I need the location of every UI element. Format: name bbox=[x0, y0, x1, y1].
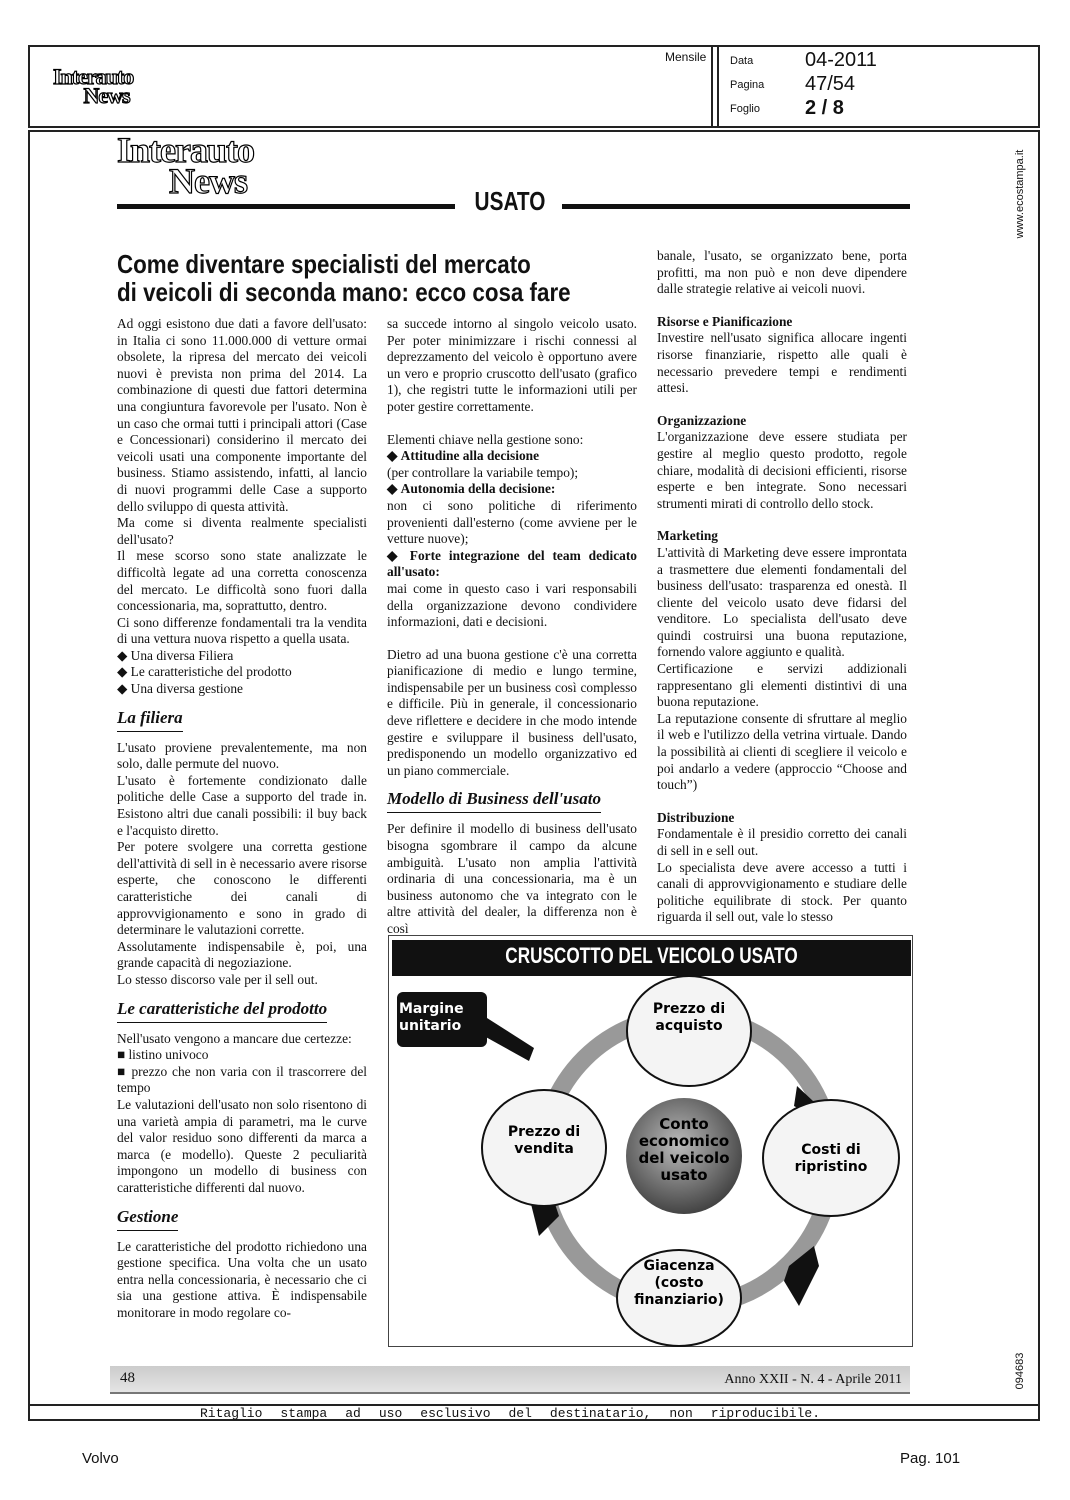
bullet-item: ◆ Una diversa gestione bbox=[117, 681, 367, 698]
issue-info: Anno XXII - N. 4 - Aprile 2011 bbox=[724, 1372, 902, 1387]
label-right: Costi di ripristino bbox=[794, 1142, 868, 1175]
paragraph: Ma come si diventa realmente specialisti dell'usato? bbox=[117, 515, 367, 547]
spacer bbox=[657, 298, 907, 314]
section-rule-left bbox=[117, 204, 455, 209]
header-logo bbox=[53, 64, 134, 108]
logo-line-1: Interauto bbox=[53, 64, 134, 89]
dashboard-diagram bbox=[388, 935, 913, 1347]
arrow-margin-icon bbox=[484, 1018, 534, 1061]
bullet-item: ◆ Una diversa Filiera bbox=[117, 648, 367, 665]
subheading: Le caratteristiche del prodotto bbox=[117, 999, 327, 1023]
paragraph: mai come in questo caso i vari responsabili della organizzazione devono condividere informazioni, dati e decisioni. bbox=[387, 580, 637, 630]
paragraph: L'attività di Marketing deve essere improntata a trasmettere due elementi fondamentali del business dell'usato: trasparenza ed onestà. Il cliente del veicolo usato deve fidarsi del venditore. Lo specialista dell'usato deve quindi costruirsi una buona reputazione, fornendo valore aggiunto e qualità. bbox=[657, 544, 907, 660]
paragraph: (per controllare la variabile tempo); bbox=[387, 464, 579, 480]
header-divider bbox=[711, 45, 713, 128]
foglio-label: Foglio bbox=[730, 103, 760, 115]
paragraph: non ci sono politiche di riferimento provenienti dall'esterno (come avviene per le vetture nuove); bbox=[387, 497, 637, 547]
paragraph: Fondamentale è il presidio corretto dei canali di sell in e sell out. bbox=[657, 826, 907, 858]
diagram-title: CRUSCOTTO DEL VEICOLO USATO bbox=[505, 943, 798, 968]
paragraph: Le caratteristiche del prodotto richiedono una gestione specifica. Una volta che un usato entra nella concessionaria, è necessario che ci sia una gestione attiva. È indispensabile monitorare in modo regolare co- bbox=[117, 1238, 367, 1320]
article-title bbox=[117, 250, 571, 306]
paragraph: La reputazione consente di sfruttare al meglio il web e l'utilizzo della vetrina virtuale. Dando la possibilità ai clienti di scegliere il veicolo e poi andarlo a vedere (approccio “Choose and touch”) bbox=[657, 710, 907, 793]
key-element: ◆ Forte integrazione del team dedicato all'usato: bbox=[387, 548, 637, 581]
logo-line-1: Interauto bbox=[117, 130, 254, 170]
paragraph: Nell'usato vengono a mancare due certezze: bbox=[117, 1030, 352, 1046]
spacer bbox=[387, 631, 637, 647]
paragraph: Ad oggi esistono due dati a favore dell'usato: in Italia ci sono 11.000.000 di vetture ormai obsolete, la ripresa del mercato dei veicoli nuovi è prevista non prima del 2014. La combinazione di questi due fattori determina una congiuntura favorevole per l'usato. Non è un caso che ormai tutti i principali attori (Case e Concessionari) considerino il mercato dei veicoli usati una componente importante del business. Stiamo assistendo, infatti, al lancio di nuovi programmi delle Case a supporto dello sviluppo di questa attività. bbox=[117, 316, 367, 514]
data-value: 04-2011 bbox=[805, 49, 877, 71]
label-margin: Margine unitario bbox=[399, 1001, 464, 1034]
section-subheading: Organizzazione bbox=[657, 412, 747, 428]
foglio-value: 2 / 8 bbox=[805, 97, 844, 119]
section-subheading: Marketing bbox=[657, 528, 718, 544]
header-box bbox=[28, 45, 1040, 128]
paragraph: Investire nell'usato significa allocare ingenti risorse finanziarie, rispetto alle quali è necessario prevedere tempi e rendimenti attesi. bbox=[657, 330, 907, 396]
article-column-2 bbox=[387, 316, 637, 938]
footer-source: Volvo bbox=[82, 1450, 119, 1467]
key-element: ◆ Autonomia della decisione: bbox=[387, 481, 637, 498]
paragraph: Per definire il modello di business dell'usato bisogna sgombrare il campo da alcune ambiguità. L'usato non amplia l'attività ordinaria di una concessionaria, ma è un business autonomo che va integrato con le altre attività del dealer, la differenza non è così bbox=[387, 821, 637, 936]
pagina-value: 47/54 bbox=[805, 73, 856, 95]
title-line-2: di veicoli di seconda mano: ecco cosa fare bbox=[117, 277, 571, 307]
frequency-label: Mensile bbox=[665, 50, 707, 64]
label-left: Prezzo di vendita bbox=[507, 1124, 581, 1157]
pagina-label: Pagina bbox=[730, 79, 765, 91]
paragraph: sa succede intorno al singolo veicolo usato. Per poter minimizzare i rischi connessi al deprezzamento del veicolo è opportuno avere un vero e proprio cruscotto dell'usato (grafico 1), che registri tutte le informazioni utili per poter gestire correttamente. bbox=[387, 316, 637, 414]
paragraph: Le valutazioni dell'usato non solo risentono di una varietà ampia di parametri, ma le curve del valor residuo sono differenti da marca a marca (e modello). Queste 2 peculiarità impongono un modello di business con caratteristiche differenti dal nuovo. bbox=[117, 1096, 367, 1195]
subheading: Modello di Business dell'usato bbox=[387, 789, 601, 813]
subheading: La filiera bbox=[117, 708, 183, 732]
article-column-1 bbox=[117, 316, 367, 1321]
website-text: www.ecostampa.it bbox=[1014, 149, 1026, 239]
paragraph: Lo specialista deve avere accesso a tutti i canali di approvvigionamento e studiare delle politiche equilibrate di stock. Per quanto riguarda il sell out, vale lo stesso bbox=[657, 859, 907, 925]
label-bottom: Giacenza (costo finanziario) bbox=[634, 1258, 724, 1308]
key-element: ◆ Attitudine alla decisione bbox=[387, 448, 637, 465]
header-divider bbox=[717, 45, 719, 128]
section-subheading: Distribuzione bbox=[657, 809, 735, 825]
data-label: Data bbox=[730, 55, 754, 67]
spacer bbox=[657, 512, 907, 528]
logo-line-2: News bbox=[83, 82, 130, 108]
paragraph: Assolutamente indispensabile è, poi, una grande capacità di negoziazione. bbox=[117, 938, 367, 971]
paragraph: Ci sono differenze fondamentali tra la vendita di una vettura nuova rispetto a quella usata. bbox=[117, 614, 367, 647]
magazine-logo bbox=[117, 130, 254, 201]
paragraph: Certificazione e servizi addizionali rappresentano gli elementi distintivi di una buona reputazione. bbox=[657, 661, 907, 710]
square-bullet-item: ■ prezzo che non varia con il trascorrere del tempo bbox=[117, 1064, 367, 1097]
clipping-code: 094683 bbox=[1014, 1352, 1026, 1390]
label-center: Conto economico del veicolo usato bbox=[638, 1115, 730, 1184]
spacer bbox=[657, 794, 907, 810]
section-rule-right bbox=[562, 204, 910, 209]
paragraph: L'usato è fortemente condizionato dalle politiche delle Case a supporto del trade in. Esistono altri due canali possibili: il buy back e l'acquisto diretto. bbox=[117, 772, 367, 838]
label-top: Prezzo di acquisto bbox=[652, 1001, 726, 1034]
spacer bbox=[657, 397, 907, 413]
paragraph: L'organizzazione deve essere studiata per gestire al meglio questo prodotto, regole chiare, modalità di decisioni efficienti, risorse esperte e ben integrate. Sono necessari strumenti mirati di controllo dello stock. bbox=[657, 429, 907, 511]
section-label: USATO bbox=[474, 186, 546, 216]
paragraph: Il mese scorso sono state analizzate le difficoltà legate ad una corretta conoscenza del mercato. Le difficoltà sono fuori dalla concessionaria, ma, soprattutto, dentro. bbox=[117, 548, 367, 614]
section-subheading: Risorse e Pianificazione bbox=[657, 313, 793, 329]
paragraph: Lo stesso discorso vale per il sell out. bbox=[117, 971, 318, 987]
page-number: 48 bbox=[120, 1370, 135, 1386]
logo-line-2: News bbox=[169, 160, 248, 201]
paragraph: Dietro ad una buona gestione c'è una corretta pianificazione di medio e lungo termine, indispensabile per un business così complesso e difficile. Più in generale, il concessionario deve riflettere e decidere in che modo intende gestire e sviluppare il business dell'usato, predisponendo un modello organizzativo ed un piano commerciale. bbox=[387, 646, 637, 778]
paragraph: Per potere svolgere una corretta gestione dell'attività di sell in è necessario avere risorse esperte, che conoscono le differenti caratteristiche dei canali di approvvigionamento e sono in grado di determinare le valutazioni corrette. bbox=[117, 839, 367, 938]
title-line-1: Come diventare specialisti del mercato bbox=[117, 249, 531, 279]
paragraph: L'usato proviene prevalentemente, ma non solo, dalle permute del nuovo. bbox=[117, 739, 367, 772]
paragraph: Elementi chiave nella gestione sono: bbox=[387, 431, 584, 447]
clipping-notice: Ritaglio stampa ad uso esclusivo del destinatario, non riproducibile. bbox=[200, 1406, 820, 1421]
square-bullet-item: ■ listino univoco bbox=[117, 1047, 367, 1064]
footer-page: Pag. 101 bbox=[900, 1450, 961, 1467]
subheading: Gestione bbox=[117, 1207, 178, 1231]
spacer bbox=[387, 416, 637, 432]
bullet-item: ◆ Le caratteristiche del prodotto bbox=[117, 664, 367, 681]
article-column-3 bbox=[657, 248, 907, 926]
paragraph: banale, l'usato, se organizzato bene, porta profitti, ma non può e non deve dipendere dalle strategie relative ai veicoli nuovi. bbox=[657, 248, 907, 297]
